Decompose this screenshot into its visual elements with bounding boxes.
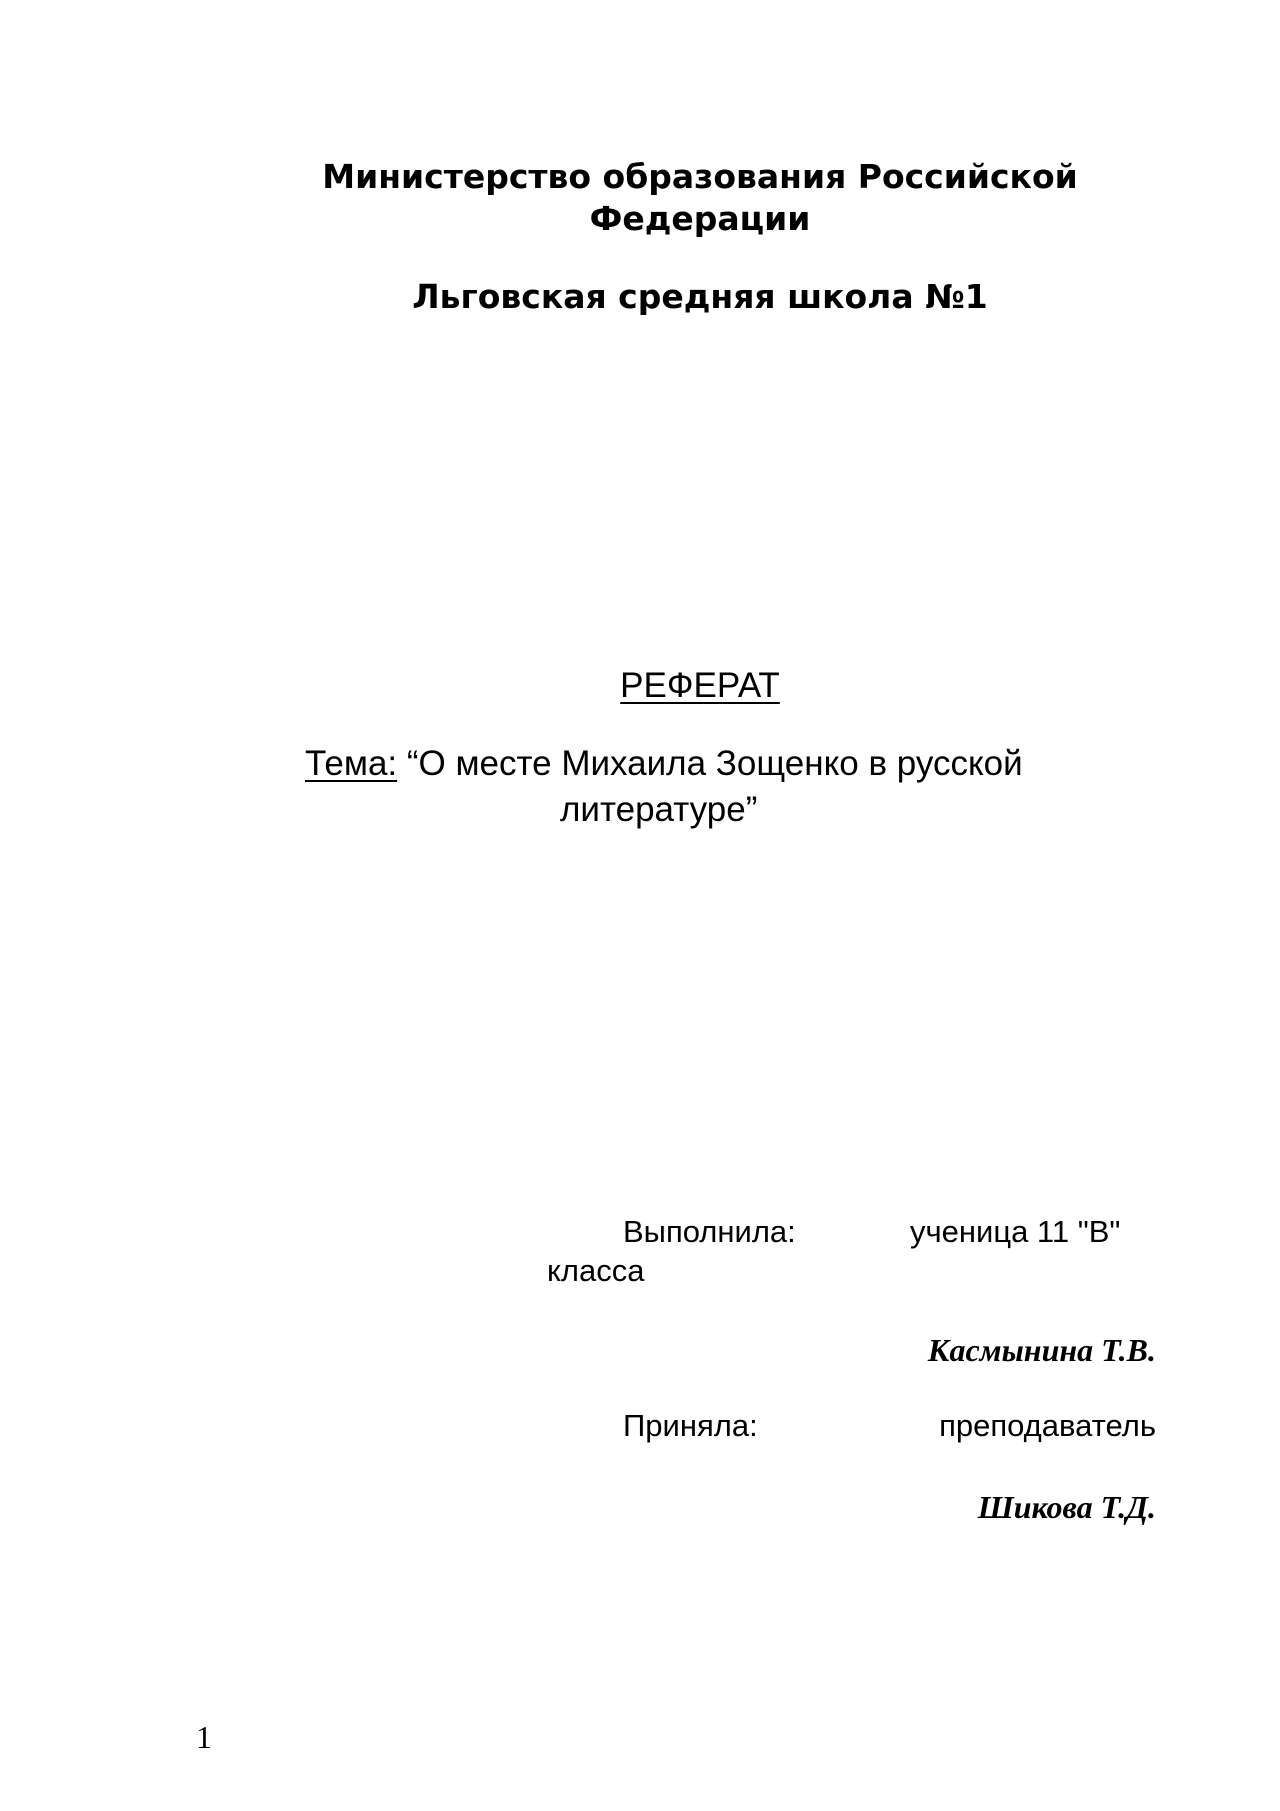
school-heading: Льговская средняя школа №1 bbox=[412, 277, 988, 316]
page-number: 1 bbox=[196, 1719, 212, 1755]
document-title bbox=[300, 663, 1100, 709]
author-role-line2: класса bbox=[547, 1253, 645, 1288]
topic-text-line2: литературе” bbox=[560, 790, 758, 829]
topic-line-1 bbox=[305, 741, 1023, 787]
topic-text-line1: “О месте Михаила Зощенко в русской bbox=[406, 744, 1023, 783]
reviewer-role: преподаватель bbox=[939, 1408, 1156, 1443]
author-role-line1: ученица 11 "В" bbox=[910, 1214, 1121, 1249]
ministry-heading-line2: Федерации bbox=[589, 199, 811, 238]
author-name: Касмынина Т.В. bbox=[927, 1332, 1156, 1368]
reviewer-name: Шикова Т.Д. bbox=[977, 1489, 1156, 1525]
topic-label: Тема: bbox=[305, 744, 398, 783]
author-label: Выполнила: bbox=[623, 1214, 796, 1249]
ministry-heading-line1: Министерство образования Российской bbox=[322, 157, 1078, 196]
ministry-heading bbox=[300, 156, 1100, 240]
reviewer-label: Приняла: bbox=[623, 1408, 758, 1443]
document-title-text: РЕФЕРАТ bbox=[620, 666, 780, 705]
